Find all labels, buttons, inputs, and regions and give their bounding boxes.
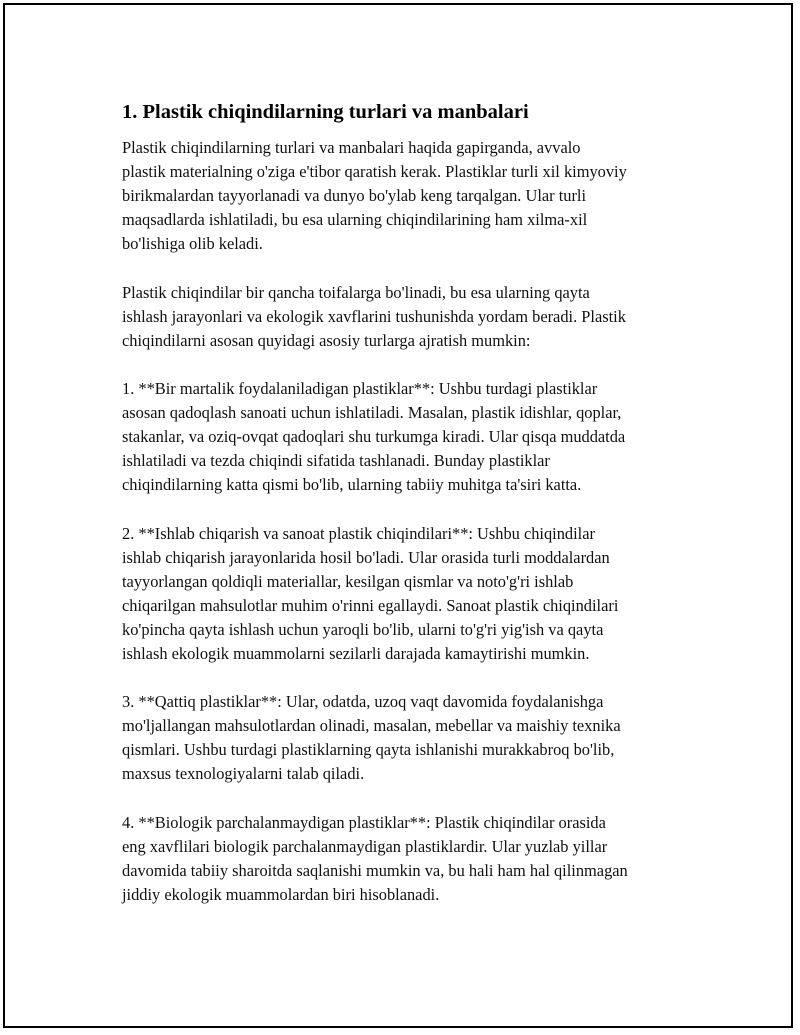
text-line: plastik materialning o'ziga e'tibor qaratish kerak. Plastiklar turli xil kimyoviy	[122, 162, 627, 182]
section-heading: 1. Plastik chiqindilarning turlari va manbalari	[122, 101, 529, 123]
text-line: maxsus texnologiyalarni talab qiladi.	[122, 764, 365, 784]
text-line: davomida tabiiy sharoitda saqlanishi mumkin va, bu hali ham hal qilinmagan	[122, 860, 628, 880]
text-line: maqsadlarda ishlatiladi, bu esa ularning chiqindilarining ham xilma-xil	[122, 210, 588, 230]
text-line: chiqarilgan mahsulotlar muhim o'rinni egallaydi. Sanoat plastik chiqindilari	[122, 595, 619, 615]
text-line: ishlash ekologik muammolarni sezilarli darajada kamaytirishi mumkin.	[122, 643, 590, 663]
page-frame	[3, 3, 793, 1028]
text-line: 4. **Biologik parchalanmaydigan plastiklar**: Plastik chiqindilar orasida	[122, 812, 606, 832]
paragraph-categories	[122, 281, 697, 353]
text-line: tayyorlangan qoldiqli materiallar, kesilgan qismlar va noto'g'ri ishlab	[122, 571, 574, 591]
paragraph-intro	[122, 136, 697, 256]
text-line: birikmalardan tayyorlanadi va dunyo bo'ylab keng tarqalgan. Ular turli	[122, 186, 587, 206]
paragraph-item-2	[122, 522, 697, 667]
paragraph-item-4	[122, 811, 697, 907]
text-line: qismlari. Ushbu turdagi plastiklarning qayta ishlanishi murakkabroq bo'lib,	[122, 740, 615, 760]
paragraph-item-1	[122, 377, 697, 497]
text-line: ishlash jarayonlari va ekologik xavflarini tushunishda yordam beradi. Plastik	[122, 306, 626, 326]
document-body	[122, 99, 697, 931]
text-line: eng xavflilari biologik parchalanmaydigan plastiklardir. Ular yuzlab yillar	[122, 836, 608, 856]
text-line: asosan qadoqlash sanoati uchun ishlatiladi. Masalan, plastik idishlar, qoplar,	[122, 403, 622, 423]
paragraph-item-3	[122, 690, 697, 786]
text-line: ko'pincha qayta ishlash uchun yaroqli bo'lib, ularni to'g'ri yig'ish va qayta	[122, 619, 604, 639]
text-line: 1. **Bir martalik foydalaniladigan plastiklar**: Ushbu turdagi plastiklar	[122, 378, 598, 398]
text-line: 3. **Qattiq plastiklar**: Ular, odatda, uzoq vaqt davomida foydalanishga	[122, 692, 604, 712]
text-line: ishlab chiqarish jarayonlarida hosil bo'ladi. Ular orasida turli moddalardan	[122, 547, 610, 567]
text-line: chiqindilarni asosan quyidagi asosiy turlarga ajratish mumkin:	[122, 330, 531, 350]
text-line: bo'lishiga olib keladi.	[122, 234, 263, 254]
text-line: mo'ljallangan mahsulotlardan olinadi, masalan, mebellar va maishiy texnika	[122, 716, 621, 736]
text-line: Plastik chiqindilarning turlari va manbalari haqida gapirganda, avvalo	[122, 138, 581, 157]
text-line: 2. **Ishlab chiqarish va sanoat plastik chiqindilari**: Ushbu chiqindilar	[122, 523, 595, 543]
text-line: jiddiy ekologik muammolardan biri hisoblanadi.	[122, 884, 440, 904]
text-line: stakanlar, va oziq-ovqat qadoqlari shu turkumga kiradi. Ular qisqa muddatda	[122, 427, 626, 447]
text-line: Plastik chiqindilar bir qancha toifalarga bo'linadi, bu esa ularning qayta	[122, 282, 590, 302]
text-line: ishlatiladi va tezda chiqindi sifatida tashlanadi. Bunday plastiklar	[122, 451, 550, 471]
text-line: chiqindilarning katta qismi bo'lib, ularning tabiiy muhitga ta'siri katta.	[122, 475, 582, 495]
